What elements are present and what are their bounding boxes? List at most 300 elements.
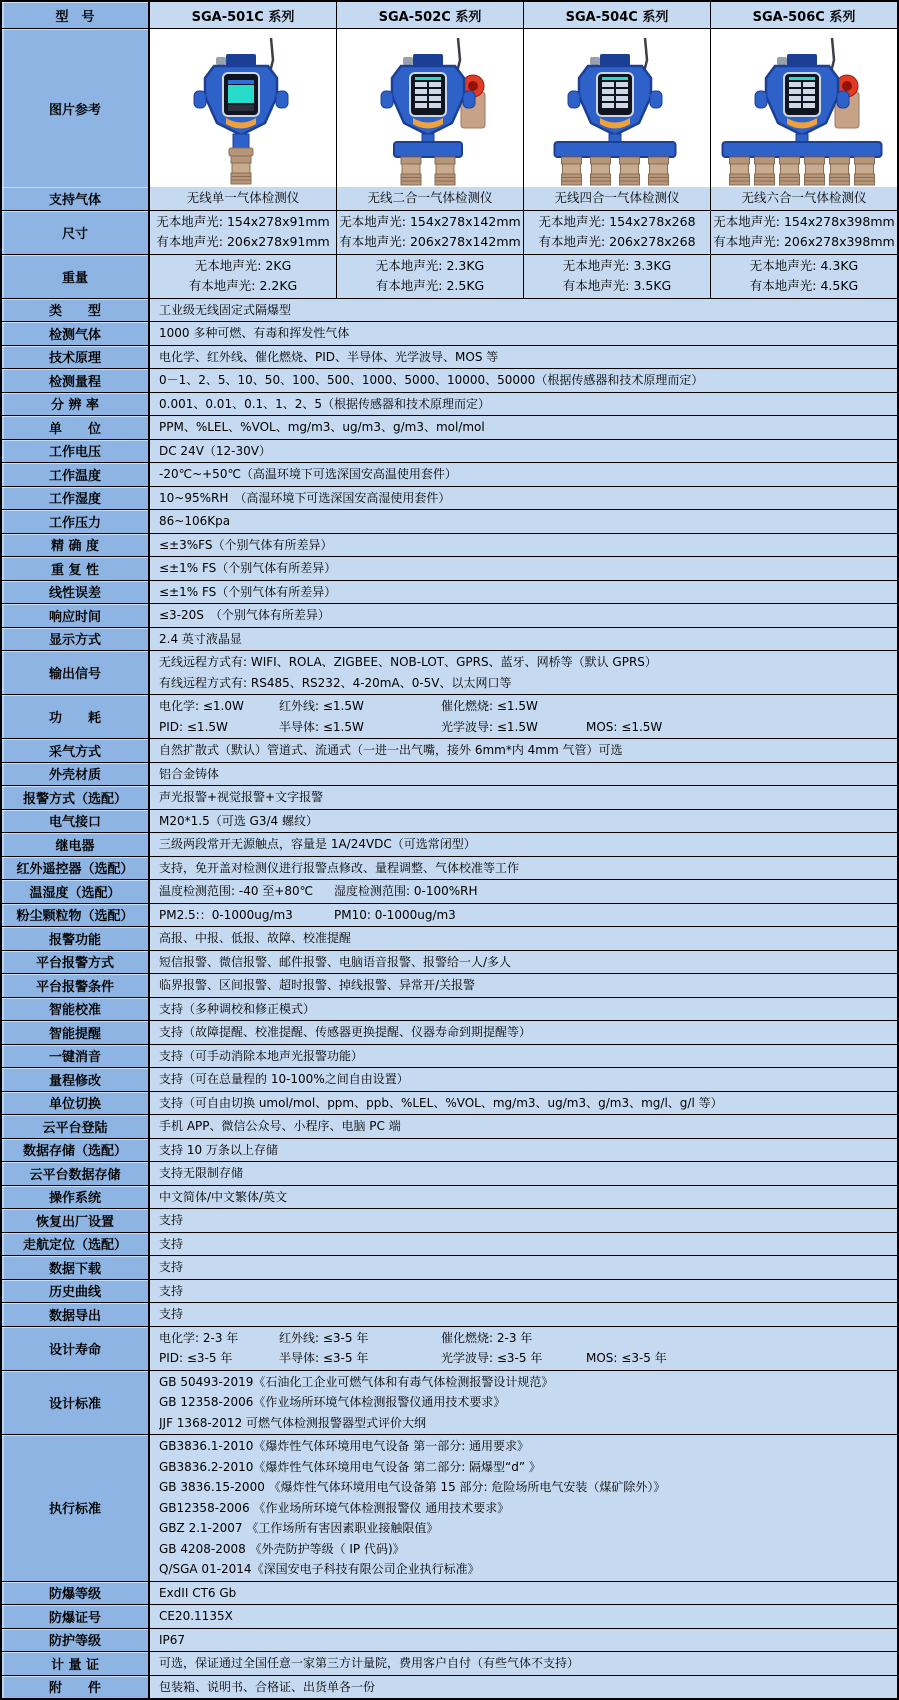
row-label: 设计标准 [2, 1371, 150, 1435]
screen-cell [616, 82, 628, 87]
spec-value-segment: 可选，保证通过全国任意一家第三方计量院，费用客户自付（有些气体不支持） [159, 1656, 580, 1670]
device-image-sga-501c [153, 30, 333, 186]
side-gland [777, 57, 787, 65]
spec-value-segment: 支持（可自由切换 umol/mol、ppm、ppb、%LEL、%VOL、mg/m3、ug/m3、g/m3、mg/l、g/l 等） [159, 1095, 723, 1110]
spec-line [159, 441, 893, 462]
spec-line [159, 394, 893, 415]
row-label: 工作电压 [2, 440, 150, 463]
spec-value-segment: PM2.5:：0-1000ug/m3 [159, 907, 293, 922]
screen-cell [602, 96, 614, 101]
spec-value-segment: 2.4 英寸液晶显 [159, 631, 242, 646]
screen-cell [415, 103, 427, 108]
spec-row [2, 973, 897, 997]
row-label: 走航定位（选配） [2, 1233, 150, 1256]
spec-value-segment: GB3836.1-2010《爆炸性气体环境用电气设备 第一部分: 通用要求》 [159, 1439, 530, 1453]
spec-value: 有本地声光: 206x278x142mm [339, 234, 521, 249]
sensor-head [780, 157, 800, 185]
row-label: 输出信号 [2, 651, 150, 694]
spec-value-cell [150, 1327, 897, 1370]
spec-value-segment: 支持，免开盖对检测仪进行报警点修改、量程调整、气体校准等工作 [159, 860, 520, 875]
sensor-head [855, 157, 875, 185]
spec-value-segment: 中文简体/中文繁体/英文 [159, 1189, 288, 1204]
row-label: 检测量程 [2, 369, 150, 392]
spec-line [159, 488, 893, 509]
spec-value-segment: 三级两段常开无源触点，容量是 1A/24VDC（可选常闭型） [159, 837, 476, 851]
spec-value-segment: PM10: 0-1000ug/m3 [334, 907, 456, 922]
spec-value-segment: MOS: ≤1.5W [586, 719, 663, 734]
beacon-lens [842, 81, 852, 91]
top-cap [226, 54, 256, 66]
spec-value-segment: 自然扩散式（默认）管道式、流通式（一进一出气嘴，接外 6mm*内 4mm 气管）可选 [159, 743, 623, 757]
screen-cell [602, 89, 614, 94]
side-gland [590, 57, 600, 65]
spec-line [159, 1116, 893, 1137]
row-label: 工作温度 [2, 463, 150, 486]
screen-cell [789, 103, 801, 108]
spec-value-cell [150, 1139, 897, 1162]
screen-titlebar [602, 77, 628, 80]
row-label: 历史曲线 [2, 1280, 150, 1303]
image-reference-row [2, 28, 897, 187]
screen-cell [789, 96, 801, 101]
spec-value-segment: 高报、中报、低报、故障、校准提醒 [159, 931, 352, 945]
mount-ear-left [568, 91, 580, 108]
spec-value-cell [150, 416, 897, 439]
row-label: 功 耗 [2, 695, 150, 738]
spec-value-segment: 无线远程方式有: WIFI、ROLA、ZIGBEE、NOB-LOT、GPRS、蓝牙、网桥等（默认 GPRS） [159, 655, 657, 669]
spec-row [2, 694, 897, 738]
spec-value-cell [150, 1605, 897, 1628]
row-label: 数据存储（选配） [2, 1139, 150, 1162]
spec-row [2, 1604, 897, 1628]
spec-value-cell [150, 1186, 897, 1209]
spec-value-cell [150, 534, 897, 557]
spec-line [159, 582, 893, 603]
spec-row [2, 486, 897, 510]
spec-value: 无本地声光: 154x278x91mm [156, 213, 330, 229]
row-label: 工作湿度 [2, 487, 150, 510]
manifold [555, 142, 676, 157]
screen-cell [803, 103, 815, 108]
row-label: 检测气体 [2, 322, 150, 345]
spec-value-segment: 电化学、红外线、催化燃烧、PID、半导体、光学波导、MOS 等 [159, 349, 499, 364]
spec-row [2, 627, 897, 651]
spec-row [2, 392, 897, 416]
spec-value: 有本地声光: 4.5KG [749, 278, 859, 293]
row-label: 平台报警方式 [2, 951, 150, 974]
spec-value-segment: ≤±3%FS（个别气体有所差异） [159, 537, 333, 552]
spec-value-segment: DC 24V（12-30V） [159, 443, 271, 458]
spec-value: 无线二合一气体检测仪 [367, 190, 493, 205]
device-image-cells [150, 29, 897, 187]
spec-value-segment: 声光报警+视觉报警+文字报警 [159, 790, 324, 804]
spec-value-cell [150, 1652, 897, 1675]
spec-value-segment: 支持（可在总量程的 10-100%之间自由设置） [159, 1072, 409, 1086]
screen-titlebar [789, 77, 815, 80]
spec-value-cell [150, 927, 897, 950]
spec-row [2, 1434, 897, 1581]
screen-cell [415, 96, 427, 101]
spec-line [159, 370, 893, 391]
spec-value-cell [150, 1233, 897, 1256]
model-name: SGA-504C 系列 [565, 9, 669, 25]
spec-value-cell [150, 695, 897, 738]
spec-value-segment: GB 50493-2019《石油化工企业可燃气体和有毒气体检测报警设计规范》 [159, 1374, 554, 1389]
spec-value: 有本地声光: 3.5KG [562, 278, 672, 293]
spec-value-cell [150, 1045, 897, 1068]
sensor-head [620, 157, 640, 185]
spec-value: 有本地声光: 206x278x91mm [156, 234, 330, 249]
spec-value-cell [150, 393, 897, 416]
spec-value: 无线六合一气体检测仪 [741, 190, 867, 205]
spec-row [2, 1044, 897, 1068]
screen-cell [803, 89, 815, 94]
screen-cell [789, 89, 801, 94]
spec-row [2, 462, 897, 486]
spec-row [2, 926, 897, 950]
model-spec-cell [523, 211, 710, 254]
spec-line [159, 1653, 893, 1674]
model-spec-cell [336, 211, 523, 254]
model-spec-cell [710, 211, 897, 254]
spec-value-cell [150, 739, 897, 762]
spec-value-cell [150, 1068, 897, 1091]
spec-value-cell [150, 1303, 897, 1326]
spec-value-cell [150, 487, 897, 510]
model-spec-cell [710, 187, 897, 210]
spec-value-cell [150, 369, 897, 392]
spec-row [2, 509, 897, 533]
spec-row [2, 368, 897, 392]
sensor-head [730, 157, 750, 185]
spec-row [2, 1114, 897, 1138]
spec-value-cell [150, 857, 897, 880]
spec-value-segment: 半导体: ≤3-5 年 [279, 1351, 369, 1365]
spec-row [2, 809, 897, 833]
sensor-head [231, 156, 251, 184]
model-header-cell [150, 2, 336, 28]
row-label: 云平台数据存储 [2, 1162, 150, 1185]
spec-row [2, 856, 897, 880]
device-image-cell [150, 29, 336, 187]
spec-row [2, 1161, 897, 1185]
spec-line [159, 1559, 893, 1580]
spec-line [159, 1093, 893, 1114]
row-label: 显示方式 [2, 628, 150, 651]
screen-cell [602, 82, 614, 87]
screen-cell [803, 96, 815, 101]
spec-value-segment: 支持无限制存储 [159, 1166, 244, 1180]
row-label: 云平台登陆 [2, 1115, 150, 1138]
spec-line [159, 1583, 893, 1604]
spec-line [159, 347, 893, 368]
row-label: 计 量 证 [2, 1652, 150, 1675]
spec-value-cell [150, 904, 897, 927]
spec-line [159, 999, 893, 1020]
model-spec-row [2, 254, 897, 298]
device-image-cell [336, 29, 523, 187]
top-cap [600, 54, 630, 66]
model-spec-cell [336, 255, 523, 298]
spec-value-cell [150, 998, 897, 1021]
spec-value: 无本地声光: 2KG [194, 257, 292, 273]
row-label: 粉尘颗粒物（选配） [2, 904, 150, 927]
row-label: 附 件 [2, 1676, 150, 1699]
spec-row [2, 1326, 897, 1370]
screen-titlebar [228, 80, 254, 84]
mount-ear-left [194, 91, 206, 108]
row-label: 数据导出 [2, 1303, 150, 1326]
spec-value: 无线四合一气体检测仪 [554, 190, 680, 205]
spec-line [159, 605, 893, 626]
spec-line [159, 1281, 893, 1302]
spec-value-cell [150, 628, 897, 651]
screen-cell [415, 82, 427, 87]
spec-row [2, 1208, 897, 1232]
spec-value: 有本地声光: 2.2KG [188, 278, 298, 293]
sensor-head [401, 157, 421, 185]
mount-ear-right [463, 91, 475, 108]
beacon-lens [468, 81, 478, 91]
row-label: 外壳材质 [2, 763, 150, 786]
spec-line [159, 717, 893, 738]
spec-line [159, 323, 893, 344]
spec-line [159, 511, 893, 532]
spec-line [159, 928, 893, 949]
spec-row [2, 603, 897, 627]
spec-value-segment: JJF 1368-2012 可燃气体检测报警器型式评价大纲 [159, 1415, 427, 1430]
spec-value-cell [150, 1256, 897, 1279]
spec-line [159, 1304, 893, 1325]
screen-cell [602, 103, 614, 108]
spec-line [159, 1069, 893, 1090]
spec-line [159, 1539, 893, 1560]
spec-line [159, 740, 893, 761]
spec-value-segment: GB 3836.15-2000 《爆炸性气体环境用电气设备第 15 部分: 危险场所电气安装（煤矿除外）》 [159, 1480, 666, 1494]
row-label: 数据下载 [2, 1256, 150, 1279]
spec-value-segment: 湿度检测范围: 0-100%RH [334, 884, 478, 898]
spec-line [159, 952, 893, 973]
spec-row [2, 345, 897, 369]
row-label: 单 位 [2, 416, 150, 439]
spec-value-segment: -20℃~+50℃（高温环境下可选深国安高温使用套件） [159, 467, 457, 481]
spec-line [159, 673, 893, 694]
row-label: 温湿度（选配） [2, 880, 150, 903]
spec-line [159, 905, 893, 926]
spec-value-cell [150, 557, 897, 580]
spec-line [159, 858, 893, 879]
spec-value-segment: ≤±1% FS（个别气体有所差异） [159, 584, 337, 599]
spec-value-segment: PID: ≤1.5W [159, 719, 228, 734]
spec-line [159, 1328, 893, 1349]
spec-value-segment: CE20.1135X [159, 1609, 233, 1623]
spec-value-segment: 铝合金铸体 [159, 766, 220, 781]
mount-ear-right [276, 91, 288, 108]
device-image-cell [523, 29, 710, 187]
device-image-sga-506c [714, 30, 894, 186]
screen-cell [616, 96, 628, 101]
spec-value-segment: 光学波导: ≤3-5 年 [441, 1351, 543, 1365]
spec-value-segment: ≤3-20S （个别气体有所差异） [159, 608, 330, 622]
spec-row [2, 650, 897, 694]
model-name: SGA-506C 系列 [752, 9, 856, 25]
spec-row [2, 1232, 897, 1256]
spec-value-segment: 工业级无线固定式隔爆型 [159, 302, 292, 317]
model-spec-cell [150, 255, 336, 298]
screen-cell [803, 82, 815, 87]
spec-row [2, 298, 897, 322]
sensor-collar [229, 148, 253, 156]
sensor-head [435, 157, 455, 185]
mount-ear-right [650, 91, 662, 108]
model-spec-row [2, 210, 897, 254]
spec-value-cell [150, 974, 897, 997]
spec-value-segment: 支持 [159, 1307, 184, 1321]
model-spec-cell [336, 187, 523, 210]
spec-value: 无本地声光: 154x278x398mm [713, 213, 895, 229]
spec-line [159, 1677, 893, 1698]
spec-value-cell [150, 581, 897, 604]
spec-value-segment: 临界报警、区间报警、超时报警、掉线报警、异常开/关报警 [159, 978, 476, 992]
row-label: 单位切换 [2, 1092, 150, 1115]
spec-value-segment: 光学波导: ≤1.5W [441, 719, 538, 734]
spec-line [159, 1257, 893, 1278]
row-label: 工作压力 [2, 510, 150, 533]
spec-line [159, 300, 893, 321]
spec-line [159, 1022, 893, 1043]
manifold [394, 142, 462, 157]
model-name: SGA-501C 系列 [191, 9, 295, 25]
spec-value-segment: 短信报警、微信报警、邮件报警、电脑语音报警、报警给一人/多人 [159, 954, 512, 969]
spec-value-cell [150, 880, 897, 903]
spec-line [159, 1498, 893, 1519]
spec-line [159, 1392, 893, 1413]
spec-value-segment: 温度检测范围: -40 至+80℃ [159, 884, 314, 898]
spec-value-segment: 支持 [159, 1236, 184, 1251]
spec-line [159, 881, 893, 902]
spec-line [159, 1630, 893, 1651]
sensor-head [562, 157, 582, 185]
spec-line [159, 787, 893, 808]
row-label: 防爆等级 [2, 1582, 150, 1605]
spec-line [159, 975, 893, 996]
spec-value-segment: 支持 [159, 1260, 184, 1274]
screen-reading [228, 85, 254, 103]
spec-row [2, 415, 897, 439]
spec-value-cell [150, 763, 897, 786]
spec-value-cell [150, 440, 897, 463]
spec-value-segment: 1000 多种可燃、有毒和挥发性气体 [159, 326, 350, 340]
spec-value-cell [150, 1629, 897, 1652]
image-row-label: 图片参考 [2, 29, 150, 187]
row-label: 重量 [2, 255, 150, 298]
spec-row [2, 738, 897, 762]
sensor-head [755, 157, 775, 185]
stem [233, 134, 249, 148]
model-spec-values [150, 211, 897, 254]
screen-cell [616, 89, 628, 94]
spec-value-segment: 支持 [159, 1213, 184, 1227]
spec-row [2, 1675, 897, 1699]
row-label: 智能提醒 [2, 1021, 150, 1044]
model-name: SGA-502C 系列 [378, 9, 482, 25]
spec-line [159, 1436, 893, 1457]
spec-value-segment: M20*1.5（可选 G3/4 螺纹） [159, 813, 318, 828]
spec-line [159, 696, 893, 717]
row-label: 技术原理 [2, 346, 150, 369]
spec-value-cell [150, 1435, 897, 1581]
spec-line [159, 811, 893, 832]
model-spec-values [150, 187, 897, 210]
model-spec-cell [523, 255, 710, 298]
sensor-head [649, 157, 669, 185]
spec-value-cell [150, 463, 897, 486]
spec-line [159, 417, 893, 438]
spec-value: 有本地声光: 206x278x268 [538, 234, 696, 249]
row-label: 类 型 [2, 299, 150, 322]
spec-row [2, 1581, 897, 1605]
screen-cell [789, 82, 801, 87]
spec-row [2, 1302, 897, 1326]
spec-value-segment: 支持（故障提醒、校准提醒、传感器更换提醒、仪器寿命到期提醒等） [159, 1025, 532, 1039]
spec-value-cell [150, 322, 897, 345]
spec-value-segment: 电化学: ≤1.0W [159, 699, 244, 713]
mount-ear-left [381, 91, 393, 108]
model-header-label: 型 号 [2, 2, 150, 28]
model-spec-row [2, 187, 897, 210]
spec-row [2, 580, 897, 604]
header-row [2, 2, 897, 28]
spec-value-segment: 支持 [159, 1283, 184, 1298]
spec-value-segment: GB 12358-2006《作业场所环境气体检测报警仪通用技术要求》 [159, 1395, 506, 1409]
row-label: 继电器 [2, 833, 150, 856]
spec-value-cell [150, 604, 897, 627]
spec-value-segment: 支持（可手动消除本地声光报警功能） [159, 1048, 364, 1063]
model-spec-cell [150, 187, 336, 210]
sensor-head [805, 157, 825, 185]
screen-cell [429, 89, 441, 94]
spec-row [2, 903, 897, 927]
spec-row [2, 1370, 897, 1435]
spec-value-cell [150, 786, 897, 809]
spec-value-segment: Q/SGA 01-2014《深国安电子科技有限公司企业执行标准》 [159, 1562, 480, 1576]
spec-value: 无本地声光: 3.3KG [562, 257, 672, 273]
spec-value-segment: 10~95%RH （高湿环境下可选深国安高湿使用套件） [159, 490, 451, 505]
spec-value-cell [150, 1209, 897, 1232]
spec-row [2, 1255, 897, 1279]
spec-value-segment: 半导体: ≤1.5W [279, 719, 364, 734]
spec-value-cell [150, 1582, 897, 1605]
spec-value-segment: ≤±1% FS（个别气体有所差异） [159, 561, 337, 575]
model-spec-cell [523, 187, 710, 210]
top-cap [413, 54, 443, 66]
spec-value-segment: GB12358-2006 《作业场所环境气体检测报警仪 通用技术要求》 [159, 1500, 510, 1515]
row-label: 恢复出厂设置 [2, 1209, 150, 1232]
spec-value-segment: PPM、%LEL、%VOL、mg/m3、ug/m3、g/m3、mol/mol [159, 420, 485, 434]
spec-value-cell [150, 1115, 897, 1138]
spec-line [159, 1372, 893, 1393]
row-label: 响应时间 [2, 604, 150, 627]
row-label: 尺寸 [2, 211, 150, 254]
spec-line [159, 535, 893, 556]
row-label: 电气接口 [2, 810, 150, 833]
spec-line [159, 764, 893, 785]
mount-ear-left [755, 91, 767, 108]
row-label: 智能校准 [2, 998, 150, 1021]
row-label: 重 复 性 [2, 557, 150, 580]
spec-row [2, 1020, 897, 1044]
spec-value-segment: 0.001、0.01、0.1、1、2、5（根据传感器和技术原理而定） [159, 396, 491, 411]
